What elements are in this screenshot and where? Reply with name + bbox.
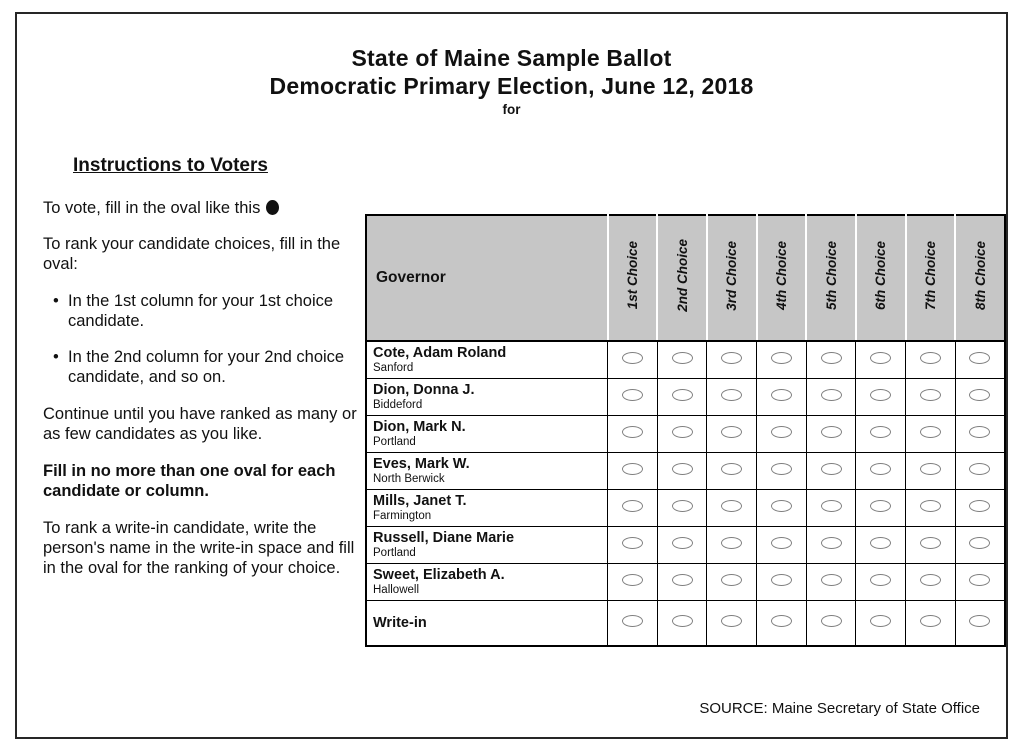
ballot-oval[interactable] [969,352,990,364]
candidate-cell [366,490,608,527]
oval-cell [608,341,658,379]
oval-cell [757,601,807,647]
oval-cell [707,341,757,379]
oval-cell [955,341,1005,379]
ballot-oval[interactable] [821,500,842,512]
oval-cell [608,379,658,416]
ballot-header-row [366,215,1005,341]
ballot-oval[interactable] [870,426,891,438]
oval-cell [955,453,1005,490]
oval-cell [806,341,856,379]
ballot-oval[interactable] [969,463,990,475]
ballot-oval[interactable] [920,537,941,549]
instruction-bullet-list [43,291,357,388]
oval-cell [906,341,956,379]
ballot-oval[interactable] [771,352,792,364]
ballot-oval[interactable] [622,615,643,627]
choice-column-label: 6th Choice [873,240,889,310]
oval-cell [757,416,807,453]
candidate-cell [366,564,608,601]
oval-cell [906,490,956,527]
ballot-for-label: for [502,102,521,118]
choice-column-header [806,215,856,341]
oval-cell [806,453,856,490]
ballot-oval[interactable] [969,426,990,438]
ballot-oval[interactable] [672,574,693,586]
oval-cell [608,601,658,647]
candidate-city: Hallowell [373,584,420,597]
ballot-oval[interactable] [821,389,842,401]
oval-cell [757,527,807,564]
ballot-oval[interactable] [920,500,941,512]
oval-cell [707,490,757,527]
ballot-oval[interactable] [721,615,742,627]
ballot-header [17,44,1006,117]
oval-cell [707,453,757,490]
oval-cell [806,527,856,564]
oval-cell [806,416,856,453]
oval-cell [707,564,757,601]
ballot-oval[interactable] [920,574,941,586]
candidate-name: Cote, Adam Roland [373,345,507,362]
oval-cell [955,564,1005,601]
ballot-oval[interactable] [622,463,643,475]
ballot-oval[interactable] [622,574,643,586]
oval-cell [707,601,757,647]
oval-cell [856,379,906,416]
candidate-name: Sweet, Elizabeth A. [373,567,505,584]
oval-cell [757,453,807,490]
candidate-row [366,490,1005,527]
candidate-name: Russell, Diane Marie [373,530,515,547]
oval-cell [657,490,707,527]
ballot-oval[interactable] [672,426,693,438]
ballot-oval[interactable] [821,615,842,627]
ballot-oval[interactable] [969,615,990,627]
candidate-row [366,341,1005,379]
oval-cell [707,527,757,564]
oval-cell [906,564,956,601]
bullet-text: In the 1st column for your 1st choice candidate. [68,291,334,331]
candidate-row [366,453,1005,490]
candidate-city: Sanford [373,362,414,375]
oval-cell [856,453,906,490]
instruction-vote-line [43,198,357,218]
ballot-oval[interactable] [622,537,643,549]
ballot-oval[interactable] [821,352,842,364]
oval-cell [906,379,956,416]
oval-cell [955,527,1005,564]
choice-column-label: 8th Choice [972,240,988,310]
ballot-oval[interactable] [821,463,842,475]
ballot-oval[interactable] [870,500,891,512]
ballot-oval[interactable] [870,389,891,401]
oval-cell [856,341,906,379]
ballot-oval[interactable] [672,389,693,401]
ballot-oval[interactable] [771,389,792,401]
instructions-heading: Instructions to Voters [73,155,268,176]
ballot-oval[interactable] [969,537,990,549]
oval-cell [856,416,906,453]
instruction-limit-line: Fill in no more than one oval for each candidate or column. [43,461,336,501]
oval-cell [955,379,1005,416]
choice-column-label: 5th Choice [823,240,839,310]
ballot-oval[interactable] [771,426,792,438]
candidate-cell [366,379,608,416]
candidate-name: Mills, Janet T. [373,493,467,510]
ballot-oval[interactable] [771,500,792,512]
ballot-oval[interactable] [920,615,941,627]
oval-cell [608,527,658,564]
oval-cell [608,490,658,527]
oval-cell [757,341,807,379]
ballot-oval[interactable] [870,615,891,627]
candidate-name: Eves, Mark W. [373,456,470,473]
ballot-oval[interactable] [920,463,941,475]
oval-cell [906,453,956,490]
instruction-vote-text: To vote, fill in the oval like this [43,198,261,217]
bullet-item [53,291,357,332]
ballot-oval[interactable] [721,426,742,438]
ballot-oval[interactable] [870,352,891,364]
ballot-oval[interactable] [821,574,842,586]
ballot-oval[interactable] [969,574,990,586]
oval-cell [955,416,1005,453]
ballot-oval[interactable] [969,500,990,512]
choice-column-label: 7th Choice [922,240,938,310]
oval-cell [707,416,757,453]
candidate-row [366,416,1005,453]
ballot-oval[interactable] [870,537,891,549]
oval-cell [608,564,658,601]
oval-cell [806,564,856,601]
ballot-oval[interactable] [821,537,842,549]
candidate-city: Portland [373,547,416,560]
oval-cell [757,379,807,416]
ballot-oval[interactable] [721,574,742,586]
oval-cell [757,564,807,601]
choice-column-header [608,215,658,341]
source-credit: SOURCE: Maine Secretary of State Office [699,700,980,717]
ballot-oval[interactable] [969,389,990,401]
oval-cell [906,416,956,453]
ballot-oval[interactable] [672,352,693,364]
ballot-subtitle: Democratic Primary Election, June 12, 2018 [269,73,754,100]
ballot-oval[interactable] [771,463,792,475]
choice-column-header [757,215,807,341]
oval-cell [657,564,707,601]
candidate-name: Dion, Donna J. [373,382,475,399]
oval-cell [856,527,906,564]
ballot-oval[interactable] [622,500,643,512]
oval-cell [608,416,658,453]
oval-cell [657,379,707,416]
ballot-oval[interactable] [920,389,941,401]
oval-cell [657,453,707,490]
candidate-row [366,601,1005,647]
oval-cell [806,490,856,527]
candidate-cell [366,416,608,453]
ballot-title: State of Maine Sample Ballot [351,45,672,71]
ballot-oval[interactable] [672,463,693,475]
oval-cell [856,564,906,601]
ballot-oval[interactable] [920,352,941,364]
ballot-oval[interactable] [622,389,643,401]
ballot-oval[interactable] [721,389,742,401]
choice-column-header [707,215,757,341]
oval-cell [906,527,956,564]
candidate-row [366,527,1005,564]
ballot-oval[interactable] [721,463,742,475]
instruction-write-in-line: To rank a write-in candidate, write the person's name in the write-in space and fill in the oval for the ranking of your choice. [43,518,355,578]
ballot-page [15,12,1008,739]
ballot-oval[interactable] [920,426,941,438]
oval-cell [955,490,1005,527]
choice-column-header [906,215,956,341]
candidate-city: Portland [373,436,416,449]
ballot-oval[interactable] [672,615,693,627]
oval-cell [806,379,856,416]
choice-column-label: 4th Choice [773,240,789,310]
oval-cell [707,379,757,416]
choice-column-label: 2nd Choice [674,239,690,312]
filled-oval-icon [266,200,279,215]
oval-cell [806,601,856,647]
oval-cell [955,601,1005,647]
candidate-row [366,379,1005,416]
ballot-oval[interactable] [771,574,792,586]
candidate-cell [366,527,608,564]
ballot-table-wrap [365,214,1006,647]
ballot-oval[interactable] [622,352,643,364]
ballot-table [365,214,1006,647]
instructions-panel [43,154,357,595]
ballot-oval[interactable] [771,537,792,549]
candidate-cell [366,453,608,490]
ballot-oval[interactable] [771,615,792,627]
choice-column-label: 1st Choice [624,241,640,310]
office-header-cell [366,215,608,341]
candidate-name: Write-in [373,614,427,631]
oval-cell [657,416,707,453]
choice-column-header [657,215,707,341]
ballot-oval[interactable] [721,500,742,512]
ballot-oval[interactable] [721,352,742,364]
oval-cell [906,601,956,647]
candidate-name: Dion, Mark N. [373,419,466,436]
ballot-oval[interactable] [870,574,891,586]
ballot-oval[interactable] [672,500,693,512]
oval-cell [608,453,658,490]
candidate-city: Biddeford [373,399,423,412]
candidate-city: North Berwick [373,473,445,486]
candidate-cell [366,341,608,379]
ballot-oval[interactable] [622,426,643,438]
ballot-oval[interactable] [870,463,891,475]
oval-cell [856,490,906,527]
instruction-continue-line: Continue until you have ranked as many or as few candidates as you like. [43,404,357,444]
oval-cell [757,490,807,527]
ballot-oval[interactable] [672,537,693,549]
bullet-text: In the 2nd column for your 2nd choice candidate, and so on. [68,347,345,387]
choice-column-header [856,215,906,341]
oval-cell [657,601,707,647]
candidate-row [366,564,1005,601]
candidate-city: Farmington [373,510,432,523]
choice-column-label: 3rd Choice [724,240,740,311]
oval-cell [657,527,707,564]
ballot-oval[interactable] [721,537,742,549]
office-title: Governor [376,269,446,286]
oval-cell [657,341,707,379]
instruction-rank-line: To rank your candidate choices, fill in the oval: [43,235,341,274]
bullet-item [53,347,357,388]
oval-cell [856,601,906,647]
choice-column-header [955,215,1005,341]
ballot-oval[interactable] [821,426,842,438]
candidate-cell [366,601,608,647]
